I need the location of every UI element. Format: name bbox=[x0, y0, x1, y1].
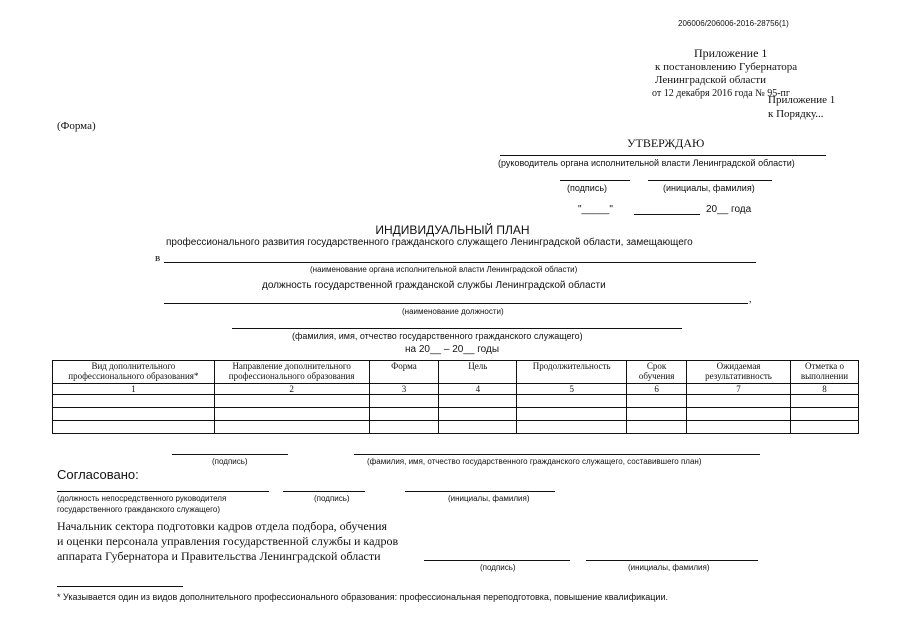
plan-subtitle: профессионального развития государственного гражданского служащего Ленинградской области, замещающего bbox=[166, 237, 693, 248]
table-cell[interactable] bbox=[627, 395, 687, 408]
table-header-cell: Срок обучения bbox=[627, 361, 687, 384]
table-header-cell: Цель bbox=[439, 361, 517, 384]
plan-years: на 20__ – 20__ годы bbox=[405, 344, 500, 355]
table-cell[interactable] bbox=[439, 408, 517, 421]
organ-caption: (наименование органа исполнительной власти Ленинградской области) bbox=[310, 265, 578, 274]
compiler-name-caption: (фамилия, имя, отчество государственного гражданского служащего, составившего план) bbox=[367, 457, 702, 466]
plan-table bbox=[52, 360, 859, 434]
table-cell[interactable] bbox=[790, 408, 858, 421]
supervisor-line bbox=[57, 491, 269, 492]
compiler-name-line bbox=[354, 454, 760, 455]
chief-signature-line bbox=[424, 560, 570, 561]
table-cell[interactable] bbox=[214, 408, 369, 421]
table-cell[interactable] bbox=[53, 408, 215, 421]
chief-initials-caption: (инициалы, фамилия) bbox=[628, 563, 710, 572]
table-header-cell: Направление дополнительного профессионального образования bbox=[214, 361, 369, 384]
appendix-line-2: к постановлению Губернатора bbox=[655, 61, 798, 73]
supervisor-signature-line bbox=[283, 491, 365, 492]
approver-caption: (руководитель органа исполнительной власти Ленинградской области) bbox=[498, 158, 795, 168]
table-number-cell: 1 bbox=[53, 384, 215, 395]
appendix-line-3: Ленинградской области bbox=[655, 74, 766, 86]
date-month-line bbox=[634, 214, 700, 215]
appendix-title: Приложение 1 bbox=[694, 46, 768, 60]
table-header-cell: Продолжительность bbox=[517, 361, 627, 384]
table-number-cell: 6 bbox=[627, 384, 687, 395]
organ-line bbox=[164, 262, 756, 263]
position-caption: (наименование должности) bbox=[402, 307, 504, 316]
table-row bbox=[53, 408, 859, 421]
table-cell[interactable] bbox=[214, 395, 369, 408]
table-row bbox=[53, 395, 859, 408]
agreed-label: Согласовано: bbox=[57, 467, 139, 482]
table-header-cell: Форма bbox=[369, 361, 439, 384]
chief-line-2: и оценки персонала управления государственной службы и кадров bbox=[57, 534, 399, 548]
table-row bbox=[53, 421, 859, 434]
table-cell[interactable] bbox=[517, 408, 627, 421]
table-cell[interactable] bbox=[53, 421, 215, 434]
table-cell[interactable] bbox=[369, 395, 439, 408]
footnote-separator bbox=[57, 586, 183, 587]
person-caption: (фамилия, имя, отчество государственного гражданского служащего) bbox=[292, 331, 583, 341]
table-cell[interactable] bbox=[790, 421, 858, 434]
appendix-overlay-1: Приложение 1 bbox=[768, 94, 836, 106]
table-number-cell: 2 bbox=[214, 384, 369, 395]
approver-signature-caption: (подпись) bbox=[567, 183, 608, 193]
person-line bbox=[232, 328, 682, 329]
table-cell[interactable] bbox=[369, 408, 439, 421]
appendix-overlay-2: к Порядку... bbox=[768, 108, 824, 120]
table-cell[interactable] bbox=[517, 421, 627, 434]
table-cell[interactable] bbox=[214, 421, 369, 434]
in-prefix: в bbox=[155, 252, 161, 264]
table-number-cell: 5 bbox=[517, 384, 627, 395]
table-cell[interactable] bbox=[439, 421, 517, 434]
table-number-cell: 3 bbox=[369, 384, 439, 395]
table-header-cell: Вид дополнительного профессионального образования* bbox=[53, 361, 215, 384]
table-cell[interactable] bbox=[439, 395, 517, 408]
chief-line-1: Начальник сектора подготовки кадров отдела подбора, обучения bbox=[57, 519, 388, 533]
approval-title: УТВЕРЖДАЮ bbox=[627, 136, 705, 150]
table-cell[interactable] bbox=[517, 395, 627, 408]
form-label: (Форма) bbox=[57, 120, 96, 132]
document-id: 206006/206006-2016-28756(1) bbox=[678, 19, 789, 28]
table-cell[interactable] bbox=[790, 395, 858, 408]
supervisor-caption-1: (должность непосредственного руководителя bbox=[57, 494, 227, 503]
footnote: * Указывается один из видов дополнительного профессионального образования: профессиональная переподготовка, повышение квалификации. bbox=[57, 592, 668, 602]
date-year: 20__ года bbox=[706, 204, 752, 215]
plan-title: ИНДИВИДУАЛЬНЫЙ ПЛАН bbox=[375, 223, 530, 237]
table-cell[interactable] bbox=[627, 421, 687, 434]
approver-initials-line bbox=[648, 180, 772, 181]
appendix-line-4: от 12 декабря 2016 года № 95-пг bbox=[652, 88, 791, 99]
table-header-cell: Ожидаемая результативность bbox=[687, 361, 791, 384]
supervisor-caption-2: государственного гражданского служащего) bbox=[57, 505, 220, 514]
chief-initials-line bbox=[586, 560, 758, 561]
approver-signature-line bbox=[560, 180, 630, 181]
supervisor-initials-line bbox=[405, 491, 555, 492]
table-header-cell: Отметка о выполнении bbox=[790, 361, 858, 384]
table-cell[interactable] bbox=[627, 408, 687, 421]
table-cell[interactable] bbox=[53, 395, 215, 408]
approver-line bbox=[500, 155, 826, 156]
table-cell[interactable] bbox=[369, 421, 439, 434]
approver-initials-caption: (инициалы, фамилия) bbox=[663, 183, 755, 193]
table-number-row bbox=[53, 384, 859, 395]
supervisor-initials-caption: (инициалы, фамилия) bbox=[448, 494, 530, 503]
position-line bbox=[164, 303, 748, 304]
chief-line-3: аппарата Губернатора и Правительства Ленинградской области bbox=[57, 549, 381, 563]
table-cell[interactable] bbox=[687, 395, 791, 408]
table-header-row bbox=[53, 361, 859, 384]
table-cell[interactable] bbox=[687, 421, 791, 434]
supervisor-signature-caption: (подпись) bbox=[314, 494, 350, 503]
position-text: должность государственной гражданской службы Ленинградской области bbox=[262, 280, 606, 291]
table-number-cell: 7 bbox=[687, 384, 791, 395]
date-day: "_____" bbox=[578, 204, 613, 215]
compiler-signature-caption: (подпись) bbox=[212, 457, 248, 466]
table-number-cell: 8 bbox=[790, 384, 858, 395]
table-number-cell: 4 bbox=[439, 384, 517, 395]
position-comma: , bbox=[749, 294, 752, 305]
chief-signature-caption: (подпись) bbox=[480, 563, 516, 572]
compiler-signature-line bbox=[172, 454, 288, 455]
table-cell[interactable] bbox=[687, 408, 791, 421]
